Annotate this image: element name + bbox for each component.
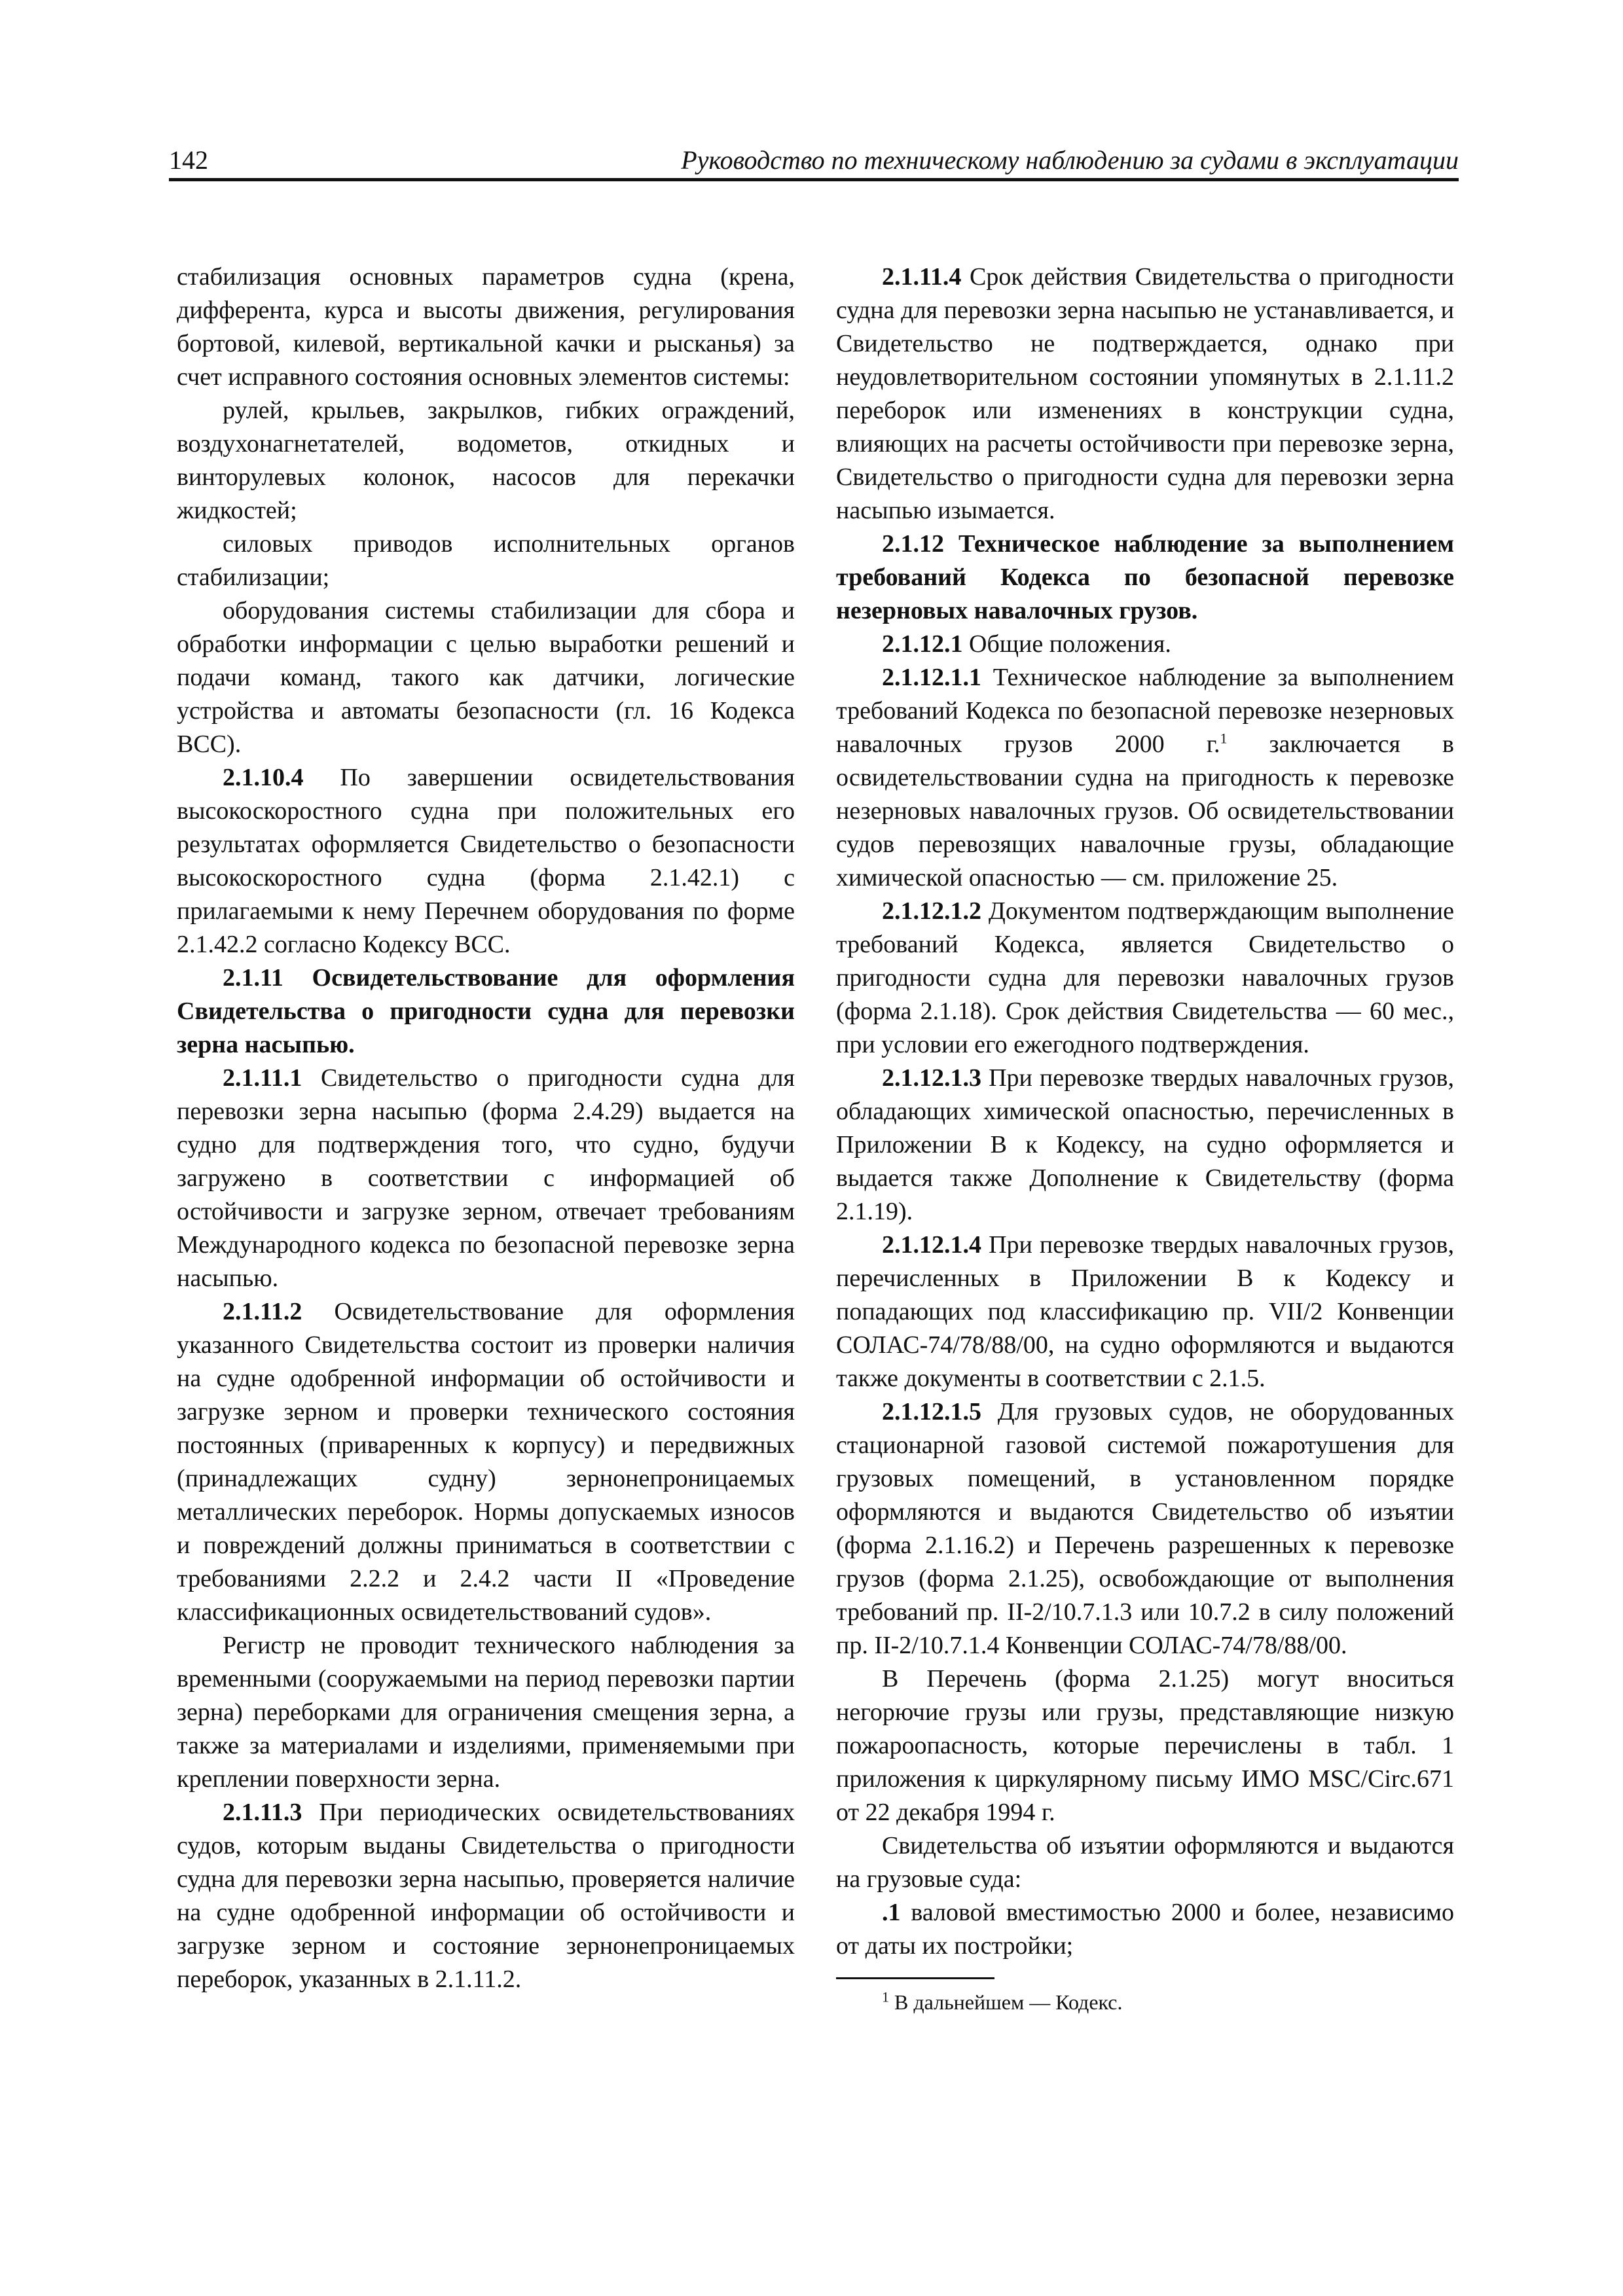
clause-number: 2.1.12.1.3 [882,1064,981,1092]
paragraph [177,1062,795,1295]
clause-number: 2.1.11.4 [882,263,962,291]
clause-number: 2.1.11.2 [223,1298,302,1325]
paragraph [177,1295,795,1629]
clause-number: 2.1.11.3 [223,1799,302,1826]
clause-number: 2.1.10.4 [223,764,304,791]
clause-number: 2.1.12.1 [882,630,963,658]
clause-text: заключается в освидетельствовании судна на пригодность к перевозке незерновых навалочных грузов. Об освидетельствовании судов перевозящих навалочные грузы, обладающие химической опасностью — см. приложение 25. [836,730,1454,891]
clause-text: При перевозке твердых навалочных грузов, обладающих химической опасностью, перечисленных в Приложении В к Кодексу, на судно оформляется и выдается также Дополнение к Свидетельству (форма 2.1.19). [836,1064,1454,1225]
paragraph [177,1796,795,1996]
paragraph: силовых приводов исполнительных органов стабилизации; [177,530,795,591]
clause-number: 2.1.12.1.1 [882,664,981,691]
clause-text: Документом подтверждающим выполнение требований Кодекса, является Свидетельство о пригодности судна для перевозки навалочных грузов (форма 2.1.18). Срок действия Свидетельства — 60 мес., при условии его ежегодного подтверждения. [836,897,1454,1058]
paragraph: рулей, крыльев, закрылков, гибких ограждений, воздухонагнетателей, водометов, откидных и винторулевых колонок, насосов для перекачки жидкостей; [177,397,795,524]
section-heading: 2.1.11 Освидетельствование для оформления Свидетельства о пригодности судна для перевозки зерна насыпью. [177,964,795,1058]
clause-text: Освидетельствование для оформления указанного Свидетельства состоит из проверки наличия на судне одобренной информации об остойчивости и загрузке зерном и проверки технического состояния постоянных (приваренных к корпусу) и передвижных (принадлежащих судну) зернонепроницаемых металлических переборок. Нормы допускаемых износов и повреждений должны приниматься в соответствии с требованиями 2.2.2 и 2.4.2 части II «Проведение классификационных освидетельствований судов». [177,1298,795,1626]
footnote [836,1988,1454,2016]
section-heading: 2.1.12 Техническое наблюдение за выполнением требований Кодекса по безопасной перевозке незерновых навалочных грузов. [836,530,1454,624]
paragraph: Регистр не проводит технического наблюдения за временными (сооружаемыми на период перевозки партии зерна) переборками для ограничения смещения зерна, а также за материалами и изделиями, применяемыми при креплении поверхности зерна. [177,1632,795,1793]
clause-text: Срок действия Свидетельства о пригодности судна для перевозки зерна насыпью не устанавливается, и Свидетельство не подтверждается, однако при неудовлетворительном состоянии упомянутых в 2.1.11.2 переборок или изменениях в конструкции судна, влияющих на расчеты остойчивости при перевозке зерна, Свидетельство о пригодности судна для перевозки зерна насыпью изымается. [836,263,1454,524]
paragraph: стабилизация основных параметров судна (крена, дифферента, курса и высоты движения, регулирования бортовой, килевой, вертикальной качки и рысканья) за счет исправного состояния основных элементов системы: [177,263,795,391]
paragraph: Свидетельства об изъятии оформляются и выдаются на грузовые суда: [836,1832,1454,1893]
clause-text: При периодических освидетельствованиях судов, которым выданы Свидетельства о пригодности судна для перевозки зерна насыпью, проверяется наличие на судне одобренной информации об остойчивости и загрузке зерном и состояние зернонепроницаемых переборок, указанных в 2.1.11.2. [177,1799,795,1993]
clause-text: При перевозке твердых навалочных грузов, перечисленных в Приложении В к Кодексу и попадающих под классификацию пр. VII/2 Конвенции СОЛАС-74/78/88/00, на судно оформляются и выдаются также документы в соответствии с 2.1.5. [836,1231,1454,1392]
clause-text: По завершении освидетельствования высокоскоростного судна при положительных его результатах оформляется Свидетельство о безопасности высокоскоростного судна (форма 2.1.42.1) с прилагаемыми к нему Перечнем оборудования по форме 2.1.42.2 согласно Кодексу ВСС. [177,764,795,958]
right-column [836,260,1454,2016]
paragraph [177,761,795,961]
footnote-mark: 1 [882,1988,889,2005]
running-title: Руководство по техническому наблюдению за судами в эксплуатации [681,145,1459,175]
footnote-rule [836,1977,994,1979]
clause-number: 2.1.11.1 [223,1064,302,1092]
paragraph [836,628,1454,661]
left-column [177,260,795,1996]
paragraph [836,895,1454,1062]
page-number: 142 [169,145,208,175]
clause-text: Техническое наблюдение за выполнением требований Кодекса по безопасной перевозке незерновых навалочных грузов 2000 г. [836,664,1454,758]
paragraph [836,1229,1454,1395]
clause-text: Свидетельство о пригодности судна для перевозки зерна насыпью (форма 2.4.29) выдается на судно для подтверждения того, что судно, будучи загружено в соответствии с информацией об остойчивости и загрузке зерном, отвечает требованиям Международного кодекса по безопасной перевозке зерна насыпью. [177,1064,795,1292]
clause-number: 2.1.12.1.2 [882,897,981,925]
header-rule [169,178,1459,181]
paragraph: оборудования системы стабилизации для сбора и обработки информации с целью выработки решений и подачи команд, такого как датчики, логические устройства и автоматы безопасности (гл. 16 Кодекса ВСС). [177,597,795,758]
paragraph [836,1062,1454,1229]
list-item-number: .1 [882,1899,901,1926]
clause-number: 2.1.12.1.4 [882,1231,981,1259]
paragraph [836,661,1454,895]
paragraph [836,260,1454,528]
footnote-text: В дальнейшем — Кодекс. [889,1990,1123,2014]
clause-number: 2.1.12.1.5 [882,1398,981,1426]
clause-text: Для грузовых судов, не оборудованных стационарной газовой системой пожаротушения для грузовых помещений, в установленном порядке оформляются и выдаются Свидетельство об изъятии (форма 2.1.16.2) и Перечень разрешенных к перевозке грузов (форма 2.1.25), освобождающие от выполнения требований пр. II-2/10.7.1.3 или 10.7.2 в силу положений пр. II-2/10.7.1.4 Конвенции СОЛАС-74/78/88/00. [836,1398,1454,1659]
footnote-reference: 1 [1220,730,1228,747]
paragraph: В Перечень (форма 2.1.25) могут вноситься негорючие грузы или грузы, представляющие низкую пожароопасность, которые перечислены в табл. 1 приложения к циркулярному письму ИМО MSC/Circ.671 от 22 декабря 1994 г. [836,1665,1454,1826]
clause-text: Общие положения. [962,630,1171,658]
page-header [169,144,1459,177]
list-item-text: валовой вместимостью 2000 и более, независимо от даты их постройки; [836,1899,1454,1960]
list-item [836,1896,1454,1963]
paragraph [836,1395,1454,1662]
